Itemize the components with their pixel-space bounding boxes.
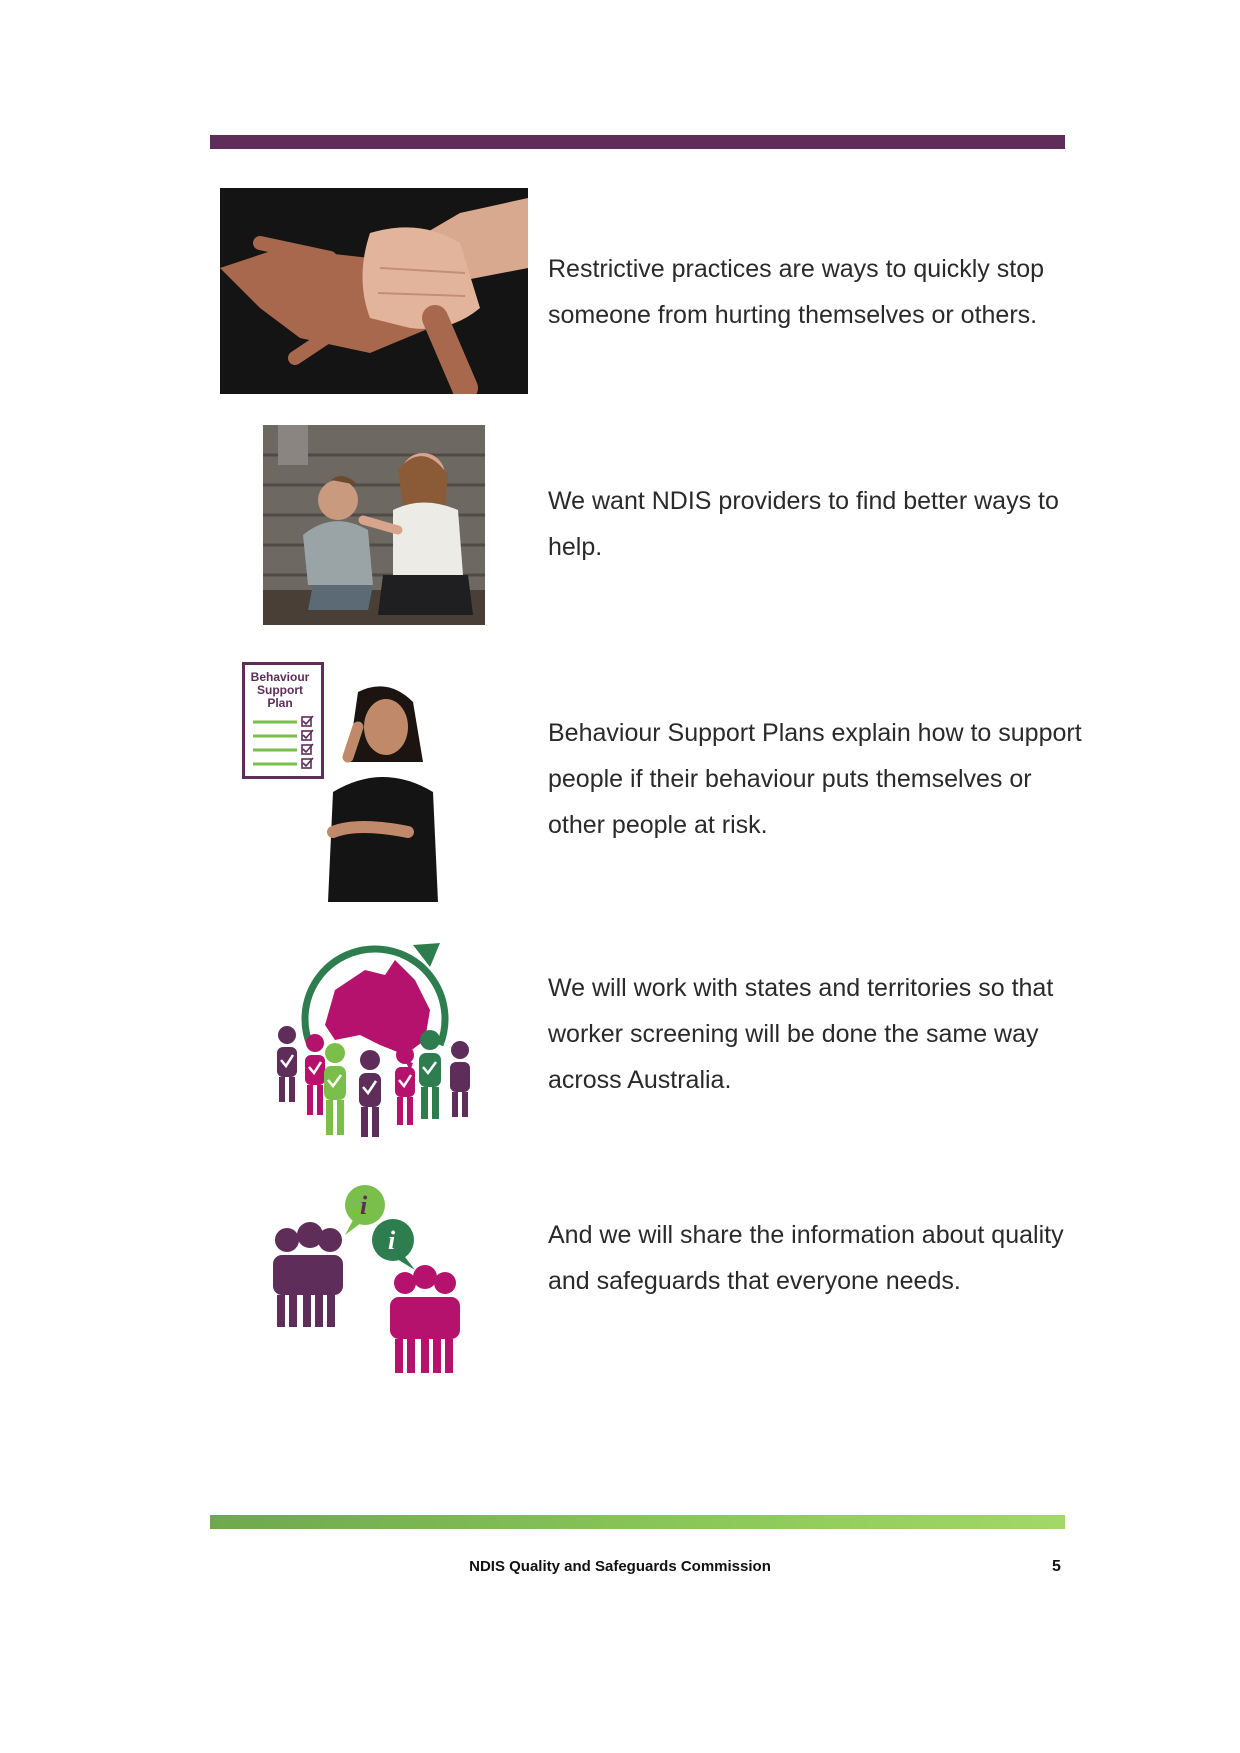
content-row-1 <box>0 188 1240 396</box>
support-worker-photo <box>263 425 485 625</box>
bottom-divider-bar <box>210 1515 1065 1529</box>
svg-text:i: i <box>360 1191 368 1220</box>
content-row-2 <box>0 425 1240 625</box>
svg-text:i: i <box>388 1226 396 1255</box>
item-text-5: And we will share the information about quality and safeguards that everyone needs. <box>548 1221 1064 1295</box>
behaviour-support-plan-card <box>242 662 324 779</box>
australia-worker-screening-icon <box>265 935 490 1160</box>
page-number: 5 <box>1052 1558 1061 1575</box>
top-divider-bar <box>210 135 1065 149</box>
content-row-4 <box>0 935 1240 1160</box>
item-text-2: We want NDIS providers to find better ways to help. <box>548 487 1059 561</box>
item-text-1: Restrictive practices are ways to quickly stop someone from hurting themselves or others. <box>548 255 1045 329</box>
footer-title: NDIS Quality and Safeguards Commission <box>469 1558 771 1575</box>
content-row-3 <box>0 657 1240 902</box>
plan-card-title: Behaviour Support Plan <box>250 670 310 710</box>
information-sharing-icon <box>265 1185 490 1380</box>
hands-restraint-photo <box>220 188 528 394</box>
item-text-4: We will work with states and territories so that worker screening will be done the same way across Australia. <box>548 974 1054 1094</box>
checklist-icon <box>245 714 321 774</box>
content-row-5 <box>0 1185 1240 1380</box>
item-text-3: Behaviour Support Plans explain how to support people if their behaviour puts themselves or other people at risk. <box>548 719 1082 839</box>
thinking-person-photo <box>318 682 443 902</box>
